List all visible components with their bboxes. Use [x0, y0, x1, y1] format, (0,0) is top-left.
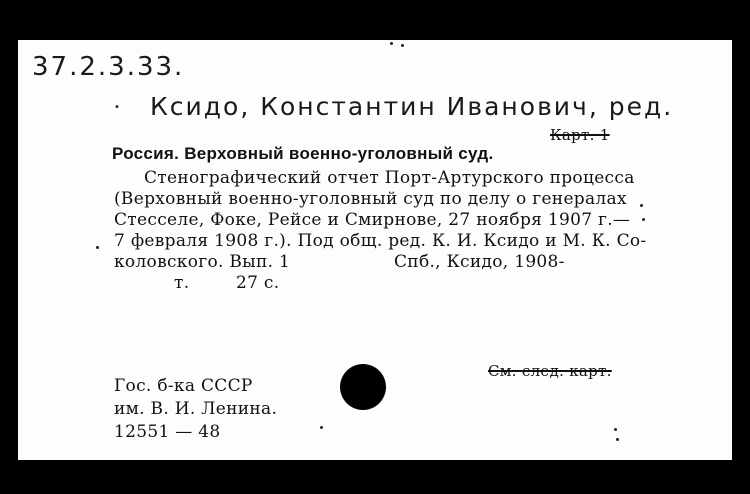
see-next-struck: См. след. карт.: [488, 362, 612, 380]
body-line: (Верховный военно-уголовный суд по делу о генералах: [114, 189, 627, 209]
speck: [642, 218, 645, 221]
volume-label: т.: [174, 273, 190, 293]
imprint: Спб., Ксидо, 1908-: [394, 252, 565, 272]
pages: 27 с.: [236, 273, 280, 293]
author-handwritten: Ксидо, Константин Иванович, ред.: [150, 92, 674, 121]
punch-hole: [340, 364, 386, 410]
library-line: им. В. И. Ленина.: [114, 399, 278, 419]
body-line: коловского. Вып. 1: [114, 252, 291, 272]
body-line: Стенографический отчет Порт-Артурского процесса: [144, 168, 635, 188]
heading: Россия. Верховный военно-уголовный суд.: [112, 144, 494, 163]
call-number: 37.2.3.33.: [32, 52, 185, 82]
body-line: 7 февраля 1908 г.). Под общ. ред. К. И. Ксидо и М. К. Со-: [114, 231, 647, 251]
speck: [614, 428, 617, 431]
speck: [640, 204, 643, 207]
speck: [401, 44, 404, 47]
catalog-card: [18, 40, 732, 460]
speck: [320, 426, 323, 429]
library-line: 12551 — 48: [114, 422, 221, 442]
speck: [96, 246, 99, 249]
body-line: Стесселе, Фоке, Рейсе и Смирнове, 27 ноября 1907 г.—: [114, 210, 631, 230]
card-mark-struck: Карт. 1: [550, 126, 610, 144]
library-line: Гос. б-ка СССР: [114, 376, 253, 396]
bullet-mark: •: [114, 102, 121, 113]
speck: [390, 42, 393, 45]
speck: [616, 438, 619, 441]
